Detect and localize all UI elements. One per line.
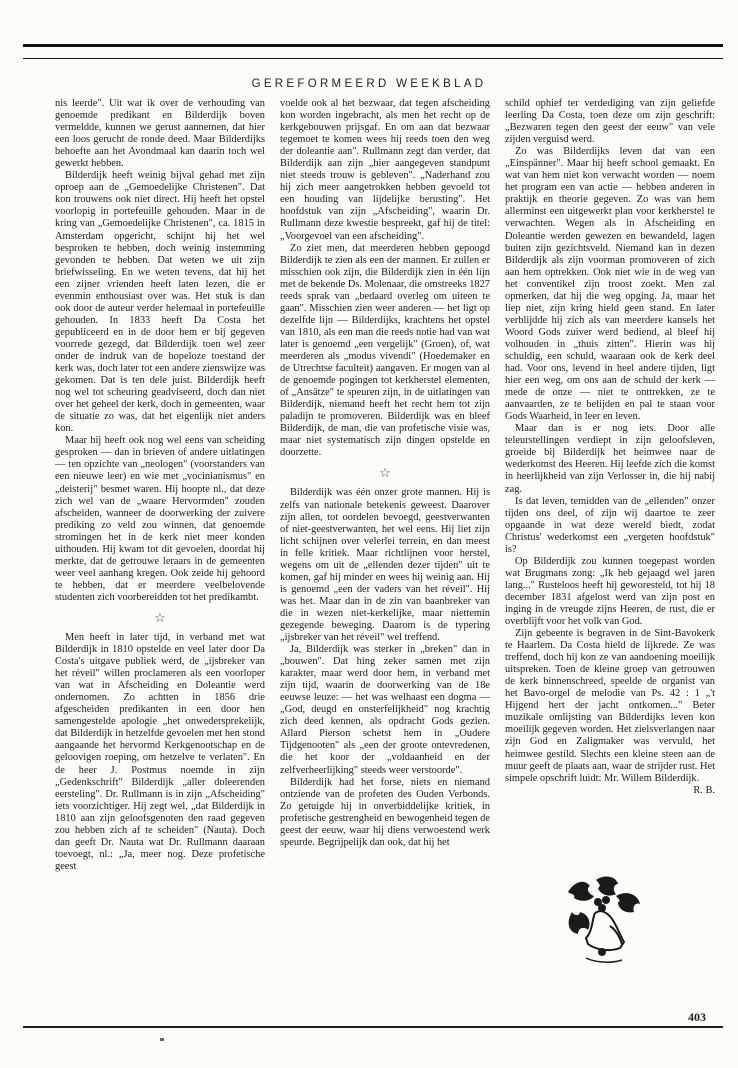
top-rule-thin: [23, 58, 723, 59]
column-3: [505, 98, 715, 797]
paragraph: Maar dan is er nog iets. Door alle teleurstellingen verdiept in zijn geloofsleven, groeide bij Bilderdijk het heimwee naar de wederkomst des Heeren. Hij leefde zich die komst in heerlijkheid van zijn Verlosser in, die hij nabij zag.: [505, 423, 715, 495]
paragraph: Op Bilderdijk zou kunnen toegepast worden wat Brugmans zong: „Ik heb gejaagd wel jaren lang..." Rusteloos heeft hij geworesteld, tot hij 18 december 1831 afgelost werd van zijn post en inging in de vreugde zijns Heeren, de rust, die er overblijft voor het volk van God.: [505, 555, 715, 628]
star-separator-icon: ☆: [379, 465, 391, 481]
bottom-mark: [160, 1038, 164, 1041]
paragraph: Ja, Bilderdijk was sterker in „breken" dan in „bouwen". Dat hing zeker samen met zijn karakter, maar werd door hem, in verband met zijn tijd, waarin de doorwerking van de 18e eeuwse leuze: — het was welhaast een dogma — „God, deugd en onsterfelijkheid" nog krachtig zich deed kennen, als opdracht Gods gezien. Allard Pierson schetst hem in „Oudere Tijdgenooten" als „een der groote ontevredenen, die het koor der „voldaanheid en der zelfverheerlijking" steeds weer verstoorde".: [280, 644, 490, 776]
holly-bell-illustration-icon: [560, 872, 644, 966]
column-2: [280, 98, 490, 849]
paragraph: Bilderdijk had het forse, niets en niemand ontziende van de profeten des Ouden Verbonds. Zo getuigde hij in onverbiddelijke kritiek, in profetische gestrengheid en bewogenheid tegen de geest der eeuw, waar hij diens verwoestend werk speurde. Begrijpelijk dan ook, dat hij het: [280, 776, 490, 848]
paragraph: Zo was Bilderdijks leven dat van een „Einspänner". Maar hij heeft school gemaakt. En wat van hem niet kon verwacht worden — noem het program een van actie — hebben anderen in praktijk en theorie gegeven. Zo was van hem allerminst een uitgewerkt plan voor kerkherstel te verwachten. Wegen als in Afscheiding en Doleantie werden gewezen en bewandeld, lagen buiten zijn gezichtsveld. Niemand kan in dezen Bilderdijk als zijn voorman promoveren of zich aan hem optrekken. Ook niet wie in de weg van het conventikel zijn troost zoekt. Men zal opmerken, dat hij die weg opging. Ja, maar het liep niet, zijn kring hield geen stand. En later verblijdde hij zich als van meerdere kansels het Woord Gods zuiver werd bediend, al bleef hij volhouden in „thuis zitten". Hierin was hij schuldig, een schuld, waaraan ook de kerk deel had. Voor ons, levend in heel andere tijden, ligt hier een weg, om ons aan de schuld der kerk — mede de onze — niet te onttrekken, ze te aanvaarden, ze te belijden en pal te staan voor Gods Waarheid, in leer en leven.: [505, 146, 715, 423]
paragraph: Bilderdijk heeft weinig bijval gehad met zijn oproep aan de „Gemoedelijke Christenen". Dat kon trouwens ook niet direct. Hij heeft het opstel voorlopig in portefeuille gehouden. Maar in de kring van „Gemoedelijke Christenen", ca. 1815 in Amsterdam opgericht, schijnt hij het wel besproken te hebben, doch weinig instemming gevonden te hebben. Dat weten we uit zijn briefwisseling. En we weten tevens, dat hij het een zijner vrienden heeft laten lezen, die er evenmin enthousiast over was. Het stuk is dan ook door de auteur verder helemaal in portefeuille gehouden. In 1833 heeft Da Costa het gepubliceerd en in de door hem er bij gegeven voorrede gezegd, dat Bilderdijk toen wel zeer onder de indruk van de hopeloze toestand der kerk was, doch later tot een andere zienswijze was gekomen. Dat is ten dele juist. Bilderdijk heeft nog wel tot scheuring geadviseerd, doch dan niet over het geheel der kerk, doch in gemeenten, waar de situatie zo was, dat het eigenlijk niet anders kon.: [55, 170, 265, 435]
paragraph: voelde ook al het bezwaar, dat tegen afscheiding kon worden ingebracht, als men het recht op de kerkgebouwen prijsgaf. En om aan dat bezwaar tegemoet te komen wees hij reeds toen den weg der doleantie aan". Rullmann zegt dan verder, dat Bilderdijk aan zijn „hier aangegeven standpunt niet steeds trouw is gebleven". „Naderhand zou hij zich meer aangetrokken hebben gevoeld tot een houding van lijdelijke berusting". Het hoofdstuk van zijn „Afscheiding", waarin Dr. Rullmann deze kwestie bespreekt, gaf hij de titel: „Voorgevoel van een afscheiding".: [280, 98, 490, 242]
page-number: 403: [688, 1010, 706, 1024]
paragraph: Men heeft in later tijd, in verband met wat Bilderdijk in 1810 opstelde en veel later door Da Costa's uitgave publiek werd, de „ijsbreker van het réveil" willen proclameren als een voorloper van wat in Afscheiding en Doleantie werd ondernomen. Zo achtten in 1856 drie afgescheiden predikanten in een door hen samengestelde apologie „het onwedersprekelijk, dat Bilderdijk in hetzelfde gevoelen met hen stond aangaande het hervormd Kerkgenootschap en de geloovigen roeping, om hetzelve te verlaten". En de heer J. Postmus noemde in zijn „Gedenkschrift" Bilderdijk „aller doleerenden eersteling". Dr. Rullmann is in zijn „Afscheiding" iets voorzichtiger. Hij zegt wel, „dat Bilderdijk in 1810 aan zijn geloofsgenoten den raad gegeven zou hebben zich af te scheiden" (Nauta). Doch dan geeft Dr. Nauta wat Dr. Rullmann daaraan toevoegt, nl.: „Ja, meer nog. Deze profetische geest: [55, 632, 265, 872]
paragraph: Zo ziet men, dat meerderen hebben gepoogd Bilderdijk te zien als een der mannen. Er zullen er misschien ook zijn, die Bilderdijk zien in één lijn met de bekende Ds. Molenaar, die omstreeks 1827 reeds sprak van „bedaard overleg om uiteen te gaan". Misschien zien weer anderen — het ligt op dezelfde lijn — Bilderdijks, krachtens het opstel van 1810, als een man die reeds notie had van wat later is genoemd „een vergelijk" (Groen), of, wat meerderen als „modus vivendi" (Hoedemaker en de Utrechtse faculteit) aangaven. Er mogen van al de genoemde pogingen tot kerkherstel elementen, of „Ansätze" te speuren zijn, in de uitlatingen van Bilderdijk, niemand heeft het recht hem tot zijn paladijn te promoveren. Bilderdijk was en bleef Bilderdijk, de man, die van profetische visie was, maar niet systematisch zijn dingen opstelde en doorzette.: [280, 242, 490, 459]
author-signature: R. B.: [693, 784, 715, 796]
paragraph: Maar hij heeft ook nog wel eens van scheiding gesproken — dan in brieven of andere uitlatingen — ten opzichte van „neologen" (voorstanders van een nieuwe leer) en wie met „vocinianismus" en „deisterij" besmet waren. Hij hoopte nl., dat deze zich wel van de „waare Hervormden" zouden afscheiden, wanneer de doorwerking der zuivere prediking zo veld zou winnen, dat genoemde stromingen het in de kerk niet meer konden uithouden. Hij kwam tot dit gevoelen, doordat hij merkte, dat de getrouwe leraars in de gemeenten weer veel aanhang kregen. Ook zeide hij gehoord te hebben, dat er meerdere veelbelovende studenten zich voorbereidden tot het predikambt.: [55, 435, 265, 603]
star-separator-icon: ☆: [154, 609, 166, 625]
bottom-rule: [23, 1026, 723, 1028]
paragraph: nis leerde". Uit wat ik over de verhouding van genoemde predikant en Bilderdijk boven vermeldde, kunnen we gerust aannemen, dat hier een loos gerucht de ronde deed. Maar Bilderdijks behoefte aan het Avondmaal kan daarin toch wel gewerkt hebben.: [55, 98, 265, 170]
running-header: GEREFORMEERD WEEKBLAD: [251, 78, 487, 90]
paragraph: Is dat leven, temidden van de „ellenden" onzer tijden ons deel, of zijn wij daartoe te zeer opgaande in wat deze wereld biedt, zodat Christus' wederkomst een „vergeten hoofdstuk" is?: [505, 495, 715, 555]
top-rule: [23, 44, 723, 47]
paragraph: Bilderdijk was één onzer grote mannen. Hij is zelfs van nationale betekenis geweest. Daarover zijn allen, tot oordelen bevoegd, geestverwanten of niet-geestverwanten, het wel eens. Hij liet zijn licht schijnen over velerlei terrein, en dan meest in felle kritiek. Maar richtlijnen voor herstel, wegens om uit de „ellenden dezer tijden" uit te komen, gaf hij minder en wees hij weinig aan. Hij is genoemd „een der vaders van het réveil". Hij was het. Maar dan in de zin van baanbreker van die in wezen niet-kerkelijke, maar niettemin gezegende beweging. Daarom is de typering „ijsbreker van het réveil" wel treffend.: [280, 487, 490, 644]
paragraph: schild ophief ter verdediging van zijn geliefde leerling Da Costa, toen deze om zijn geschrift: „Bezwaren tegen den geest der eeuw" van vele zijden verguisd werd.: [505, 98, 715, 146]
paragraph: Zijn gebeente is begraven in de Sint-Bavokerk te Haarlem. Da Costa hield de lijkrede. Ze was treffend, doch hij kon ze van aandoening moeilijk uitspreken. Toen de kleine groep van getrouwen de kerk binnenschreed, speelde de organist van het Bavo-orgel de melodie van Ps. 42 : 1 „'t Hijgend hert der jacht ontkomen..." Beter muzikale omlijsting van Bilderdijks leven kon moeilijk gegeven worden. Het zielsverlangen naar zijn God en Zaligmaker was vervuld, het heimwee gestild. Slechts een kleine steen aan de muur geeft de plaats aan, waar de strijder rust. Het simpele opschrift luidt: Mr. Willem Bilderdijk.: [505, 628, 715, 784]
column-1: [55, 98, 265, 873]
